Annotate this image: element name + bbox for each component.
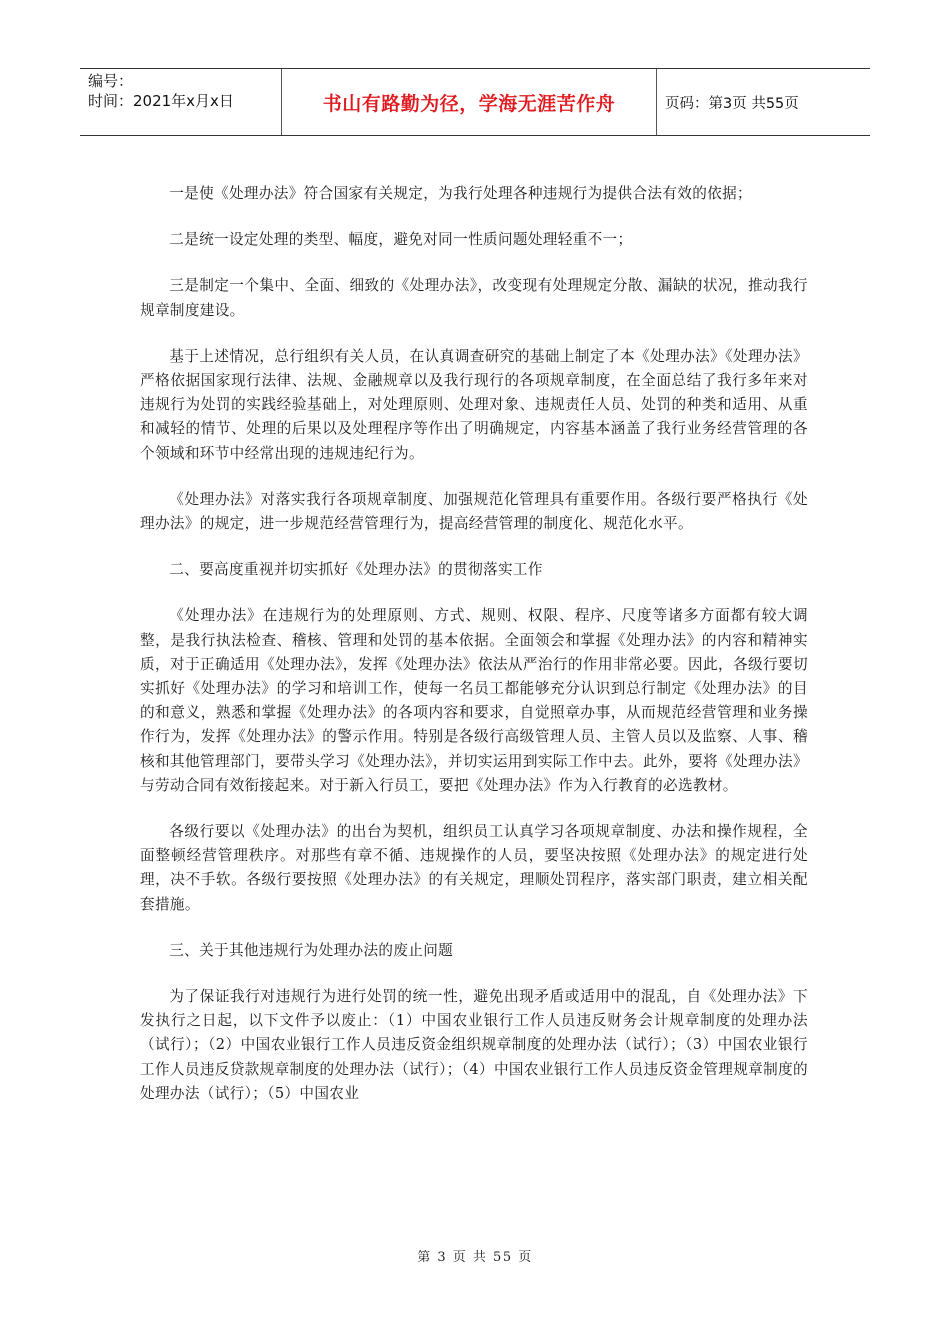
header-page-info: 页码：第3页 共55页 xyxy=(665,95,799,112)
paragraph: 三是制定一个集中、全面、细致的《处理办法》，改变现有处理规定分散、漏缺的状况，推动我行规章制度建设。 xyxy=(140,277,808,319)
paragraph: 一是使《处理办法》符合国家有关规定，为我行处理各种违规行为提供合法有效的依据； xyxy=(169,185,752,202)
section-heading: 三、关于其他违规行为处理办法的废止问题 xyxy=(169,941,454,959)
paragraph: 二是统一设定处理的类型、幅度，避免对同一性质问题处理轻重不一； xyxy=(169,231,633,249)
header-meta xyxy=(80,69,282,135)
section-heading: 二、要高度重视并切实抓好《处理办法》的贯彻落实工作 xyxy=(169,561,543,579)
paragraph: 各级行要以《处理办法》的出台为契机，组织员工认真学习各项规章制度、办法和操作规程，全面整顿经营管理秩序。对那些有章不循、违规操作的人员，要坚决按照《处理办法》的规定进行处理，决不手软。各级行要按照《处理办法》的有关规定，理顺处罚程序，落实部门职责，建立相关配套措施。 xyxy=(140,823,808,913)
header-motto-cell xyxy=(282,69,657,135)
paragraph: 《处理办法》对落实我行各项规章制度、加强规范化管理具有重要作用。各级行要严格执行《处理办法》的规定，进一步规范经营管理行为，提高经营管理的制度化、规范化水平。 xyxy=(140,490,808,533)
document-body xyxy=(140,182,808,1128)
document-time-label: 时间：2021年x月x日 xyxy=(88,92,234,110)
document-number-label: 编号： xyxy=(88,72,134,90)
document-header xyxy=(80,68,870,136)
paragraph: 《处理办法》在违规行为的处理原则、方式、规则、权限、程序、尺度等诸多方面都有较大调整，是我行执法检查、稽核、管理和处罚的基本依据。全面领会和掌握《处理办法》的内容和精神实质，对于正确适用《处理办法》，发挥《处理办法》依法从严治行的作用非常必要。因此，各级行要切实抓好《处理办法》的学习和培训工作，使每一名员工都能够充分认识到总行制定《处理办法》的目的和意义，熟悉和掌握《处理办法》的各项内容和要求，自觉照章办事，从而规范经营管理和业务操作行为，发挥《处理办法》的警示作用。特别是各级行高级管理人员、主管人员以及监察、人事、稽核和其他管理部门，要带头学习《处理办法》，并切实运用到实际工作中去。此外，要将《处理办法》与劳动合同有效衔接起来。对于新入行员工，要把《处理办法》作为入行教育的必选教材。 xyxy=(140,607,808,794)
header-motto: 书山有路勤为径，学海无涯苦作舟 xyxy=(322,92,616,115)
page-footer: 第 3 页 共 55 页 xyxy=(417,1250,533,1265)
header-page-info-cell xyxy=(657,69,870,135)
paragraph: 为了保证我行对违规行为进行处罚的统一性，避免出现矛盾或适用中的混乱，自《处理办法》下发执行之日起，以下文件予以废止：（1）中国农业银行工作人员违反财务会计规章制度的处理办法（试行）；（2）中国农业银行工作人员违反资金组织规章制度的处理办法（试行）；（3）中国农业银行工作人员违反贷款规章制度的处理办法（试行）；（4）中国农业银行工作人员违反资金管理规章制度的处理办法（试行）；（5）中国农业 xyxy=(140,988,808,1102)
paragraph: 基于上述情况，总行组织有关人员，在认真调查研究的基础上制定了本《处理办法》《处理办法》严格依据国家现行法律、法规、金融规章以及我行现行的各项规章制度，在全面总结了我行多年来对违规行为处罚的实践经验基础上，对处理原则、处理对象、违规责任人员、处罚的种类和适用、从重和减轻的情节、处理的后果以及处理程序等作出了明确规定，内容基本涵盖了我行业务经营管理的各个领域和环节中经常出现的违规违纪行为。 xyxy=(140,347,808,462)
